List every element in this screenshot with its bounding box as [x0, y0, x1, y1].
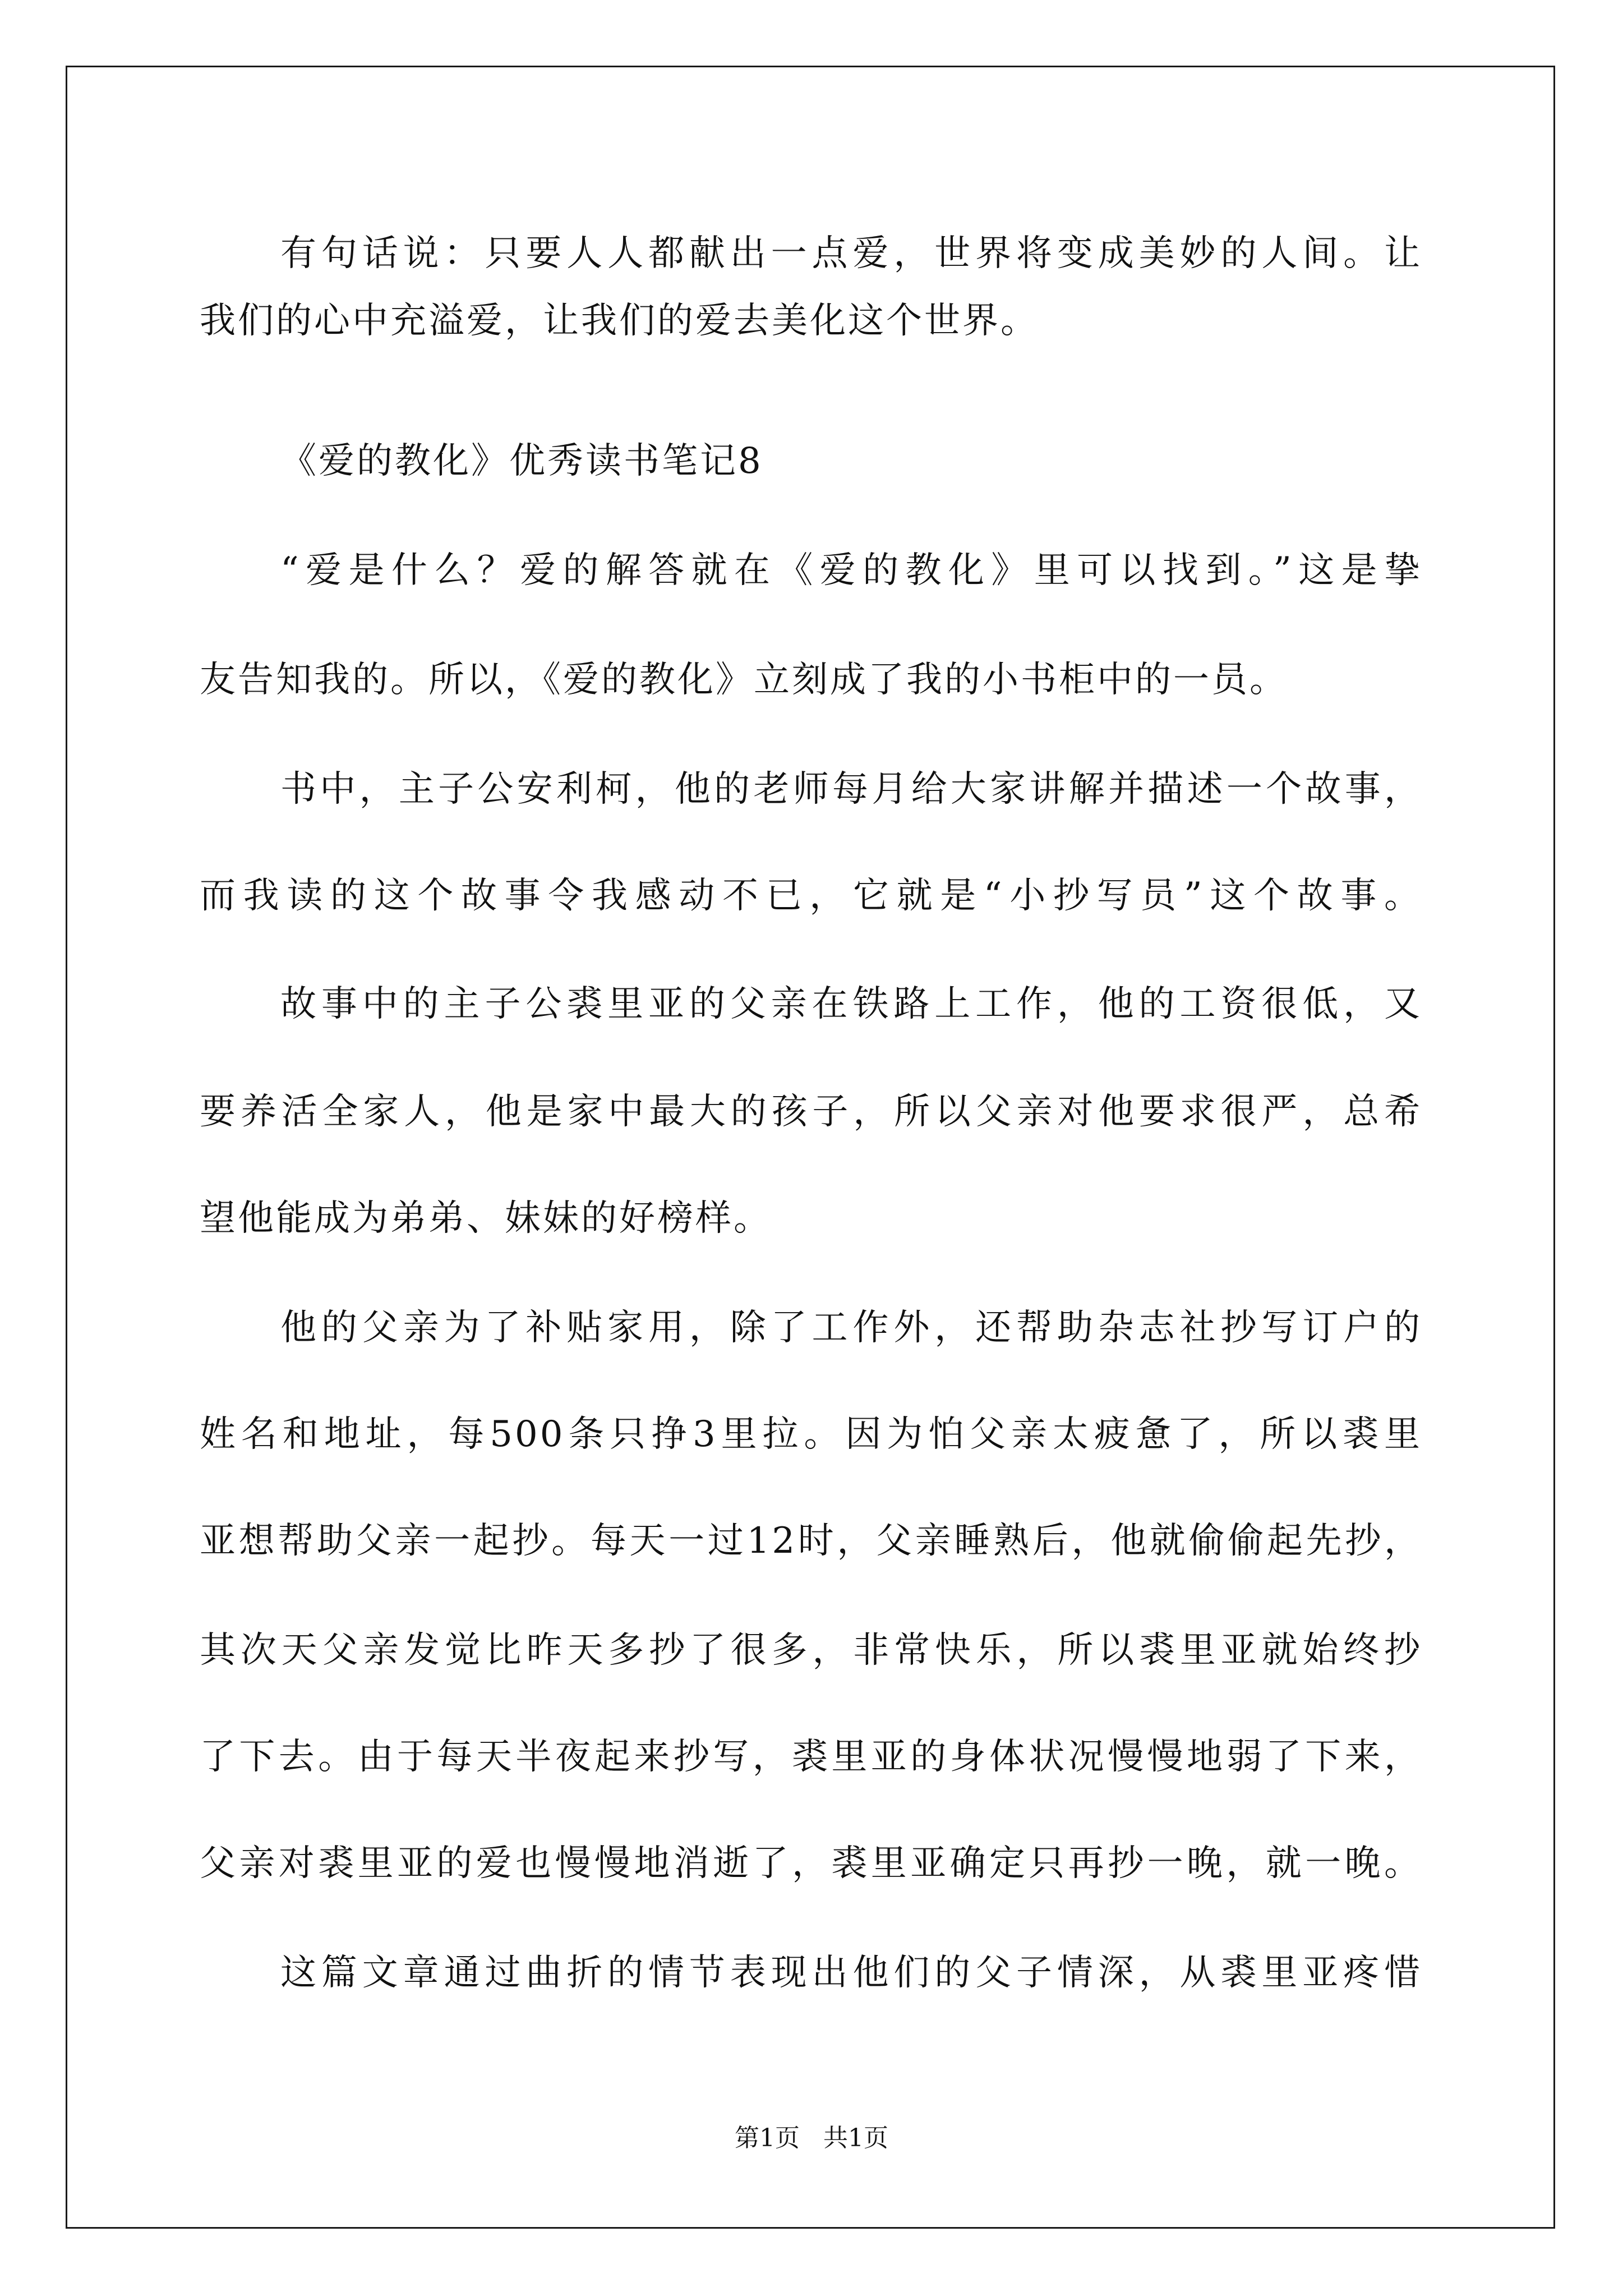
paragraph-line: 书中，主子公安利柯，他的老师每月给大家讲解并描述一个故事，: [280, 769, 1422, 810]
paragraph-line: “爱是什么？爱的解答就在《爱的教化》里可以找到。”这是挚: [280, 550, 1422, 591]
paragraph-line: 我们的心中充溢爱，让我们的爱去美化这个世界。: [200, 300, 1039, 342]
paragraph-line: 有句话说：只要人人都献出一点爱，世界将变成美妙的人间。让: [280, 233, 1422, 274]
paragraph-line: 而我读的这个故事令我感动不已，它就是“小抄写员”这个故事。: [200, 875, 1422, 917]
paragraph-line: 故事中的主子公裘里亚的父亲在铁路上工作，他的工资很低，又: [280, 983, 1422, 1025]
paragraph-line: 其次天父亲发觉比昨天多抄了很多，非常快乐，所以裘里亚就始终抄: [200, 1630, 1422, 1671]
paragraph-line: 他的父亲为了补贴家用，除了工作外，还帮助杂志社抄写订户的: [280, 1307, 1422, 1349]
page-footer: 第1页 共1页: [735, 2124, 888, 2152]
paragraph-line: 友告知我的。所以，《爱的教化》立刻成了我的小书柜中的一员。: [200, 659, 1288, 701]
paragraph-line: 亚想帮助父亲一起抄。每天一过12时，父亲睡熟后，他就偷偷起先抄，: [200, 1520, 1422, 1562]
paragraph-line: 望他能成为弟弟、妹妹的好榜样。: [200, 1198, 772, 1239]
paragraph-line: 要养活全家人，他是家中最大的孩子，所以父亲对他要求很严，总希: [200, 1091, 1422, 1133]
paragraph-line: 姓名和地址，每500条只挣3里拉。因为怕父亲太疲惫了，所以裘里: [200, 1414, 1422, 1455]
paragraph-line: 了下去。由于每天半夜起来抄写，裘里亚的身体状况慢慢地弱了下来，: [200, 1736, 1422, 1778]
section-heading: 《爱的教化》优秀读书笔记8: [280, 440, 763, 482]
paragraph-line: 这篇文章通过曲折的情节表现出他们的父子情深，从裘里亚疼惜: [280, 1952, 1422, 1994]
page-border: [66, 66, 1555, 2229]
paragraph-line: 父亲对裘里亚的爱也慢慢地消逝了，裘里亚确定只再抄一晚，就一晚。: [200, 1843, 1422, 1884]
